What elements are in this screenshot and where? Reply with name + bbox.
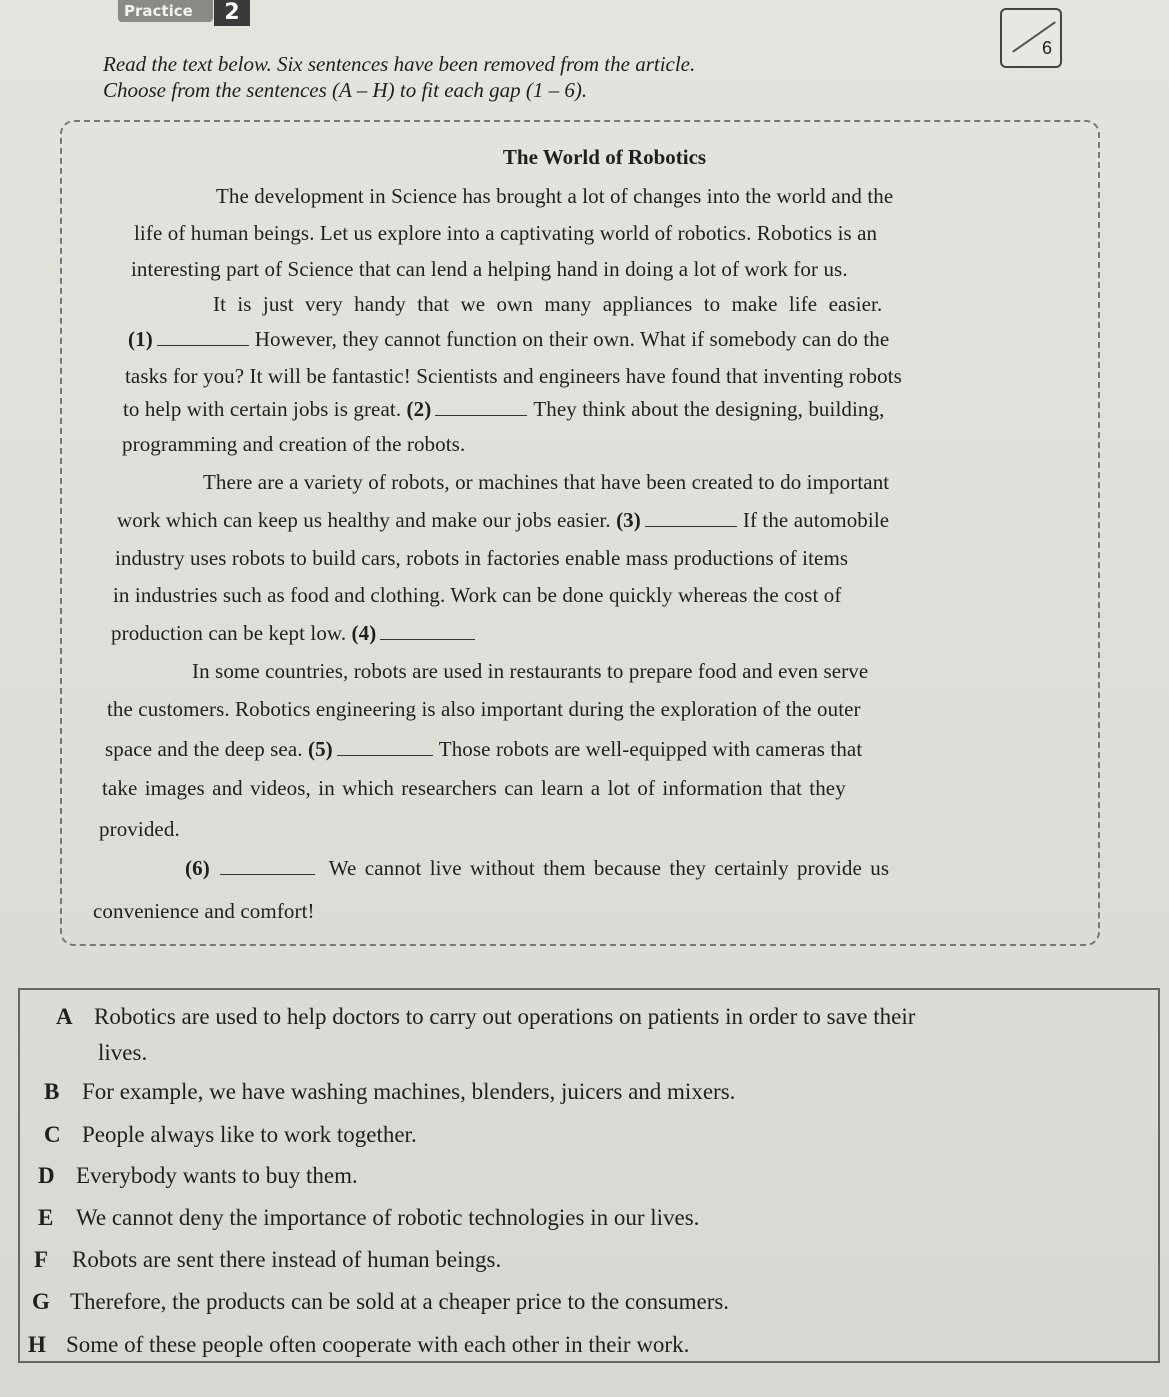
option-text: We cannot deny the importance of robotic technologies in our lives. xyxy=(76,1205,700,1230)
passage-fragment: work which can keep us healthy and make our jobs easier. xyxy=(117,508,611,532)
passage-line: life of human beings. Let us explore into a captivating world of robotics. Robotics is an xyxy=(134,221,878,245)
passage-line: tasks for you? It will be fantastic! Scientists and engineers have found that inventing robots xyxy=(125,364,902,388)
passage-fragment: We cannot live without them because they certainly provide us xyxy=(328,856,890,880)
gap-1-blank[interactable] xyxy=(157,344,249,346)
passage-fragment: Those robots are well-equipped with cameras that xyxy=(438,737,863,761)
gap-2-blank[interactable] xyxy=(435,414,527,416)
passage-line: provided. xyxy=(99,817,180,841)
passage-line xyxy=(128,327,889,352)
option-text: Therefore, the products can be sold at a cheaper price to the consumers. xyxy=(70,1289,730,1314)
option-letter: A xyxy=(56,1004,73,1029)
passage-line: convenience and comfort! xyxy=(93,899,315,923)
passage-fragment: They think about the designing, building, xyxy=(533,397,885,421)
passage-line: There are a variety of robots, or machines that have been created to do important xyxy=(203,470,890,494)
gap-1-label: (1) xyxy=(128,327,153,351)
passage-line xyxy=(117,508,889,533)
option-g xyxy=(32,1289,729,1315)
passage-line: In some countries, robots are used in restaurants to prepare food and even serve xyxy=(192,659,869,683)
option-text: For example, we have washing machines, blenders, juicers and mixers. xyxy=(82,1079,736,1104)
option-e xyxy=(38,1205,699,1231)
instruction-line-2: Choose from the sentences (A – H) to fit each gap (1 – 6). xyxy=(103,78,588,102)
passage-line: The development in Science has brought a lot of changes into the world and the xyxy=(216,184,894,208)
gap-2-label: (2) xyxy=(406,397,432,421)
passage-line: take images and videos, in which researchers can learn a lot of information that they xyxy=(102,776,846,800)
instruction-line-1: Read the text below. Six sentences have been removed from the article. xyxy=(103,52,696,76)
passage-fragment: However, they cannot function on their own. What if somebody can do the xyxy=(254,327,890,351)
gap-5-blank[interactable] xyxy=(337,754,433,756)
option-text: Some of these people often cooperate with each other in their work. xyxy=(66,1332,690,1357)
passage-fragment: If the automobile xyxy=(742,508,890,532)
option-h xyxy=(28,1332,689,1358)
gap-5-label: (5) xyxy=(307,737,333,761)
passage-fragment: space and the deep sea. xyxy=(105,737,303,761)
option-b xyxy=(44,1079,735,1105)
option-letter: E xyxy=(38,1205,54,1230)
gap-6-blank[interactable] xyxy=(220,873,315,875)
option-d xyxy=(38,1163,358,1189)
passage-fragment: to help with certain jobs is great. xyxy=(123,397,402,421)
passage-line: interesting part of Science that can lend a helping hand in doing a lot of work for us. xyxy=(131,257,848,281)
option-text: Everybody wants to buy them. xyxy=(76,1163,358,1188)
passage-title: The World of Robotics xyxy=(502,145,707,169)
passage-line xyxy=(123,397,885,422)
passage-line: the customers. Robotics engineering is also important during the exploration of the outer xyxy=(107,697,861,721)
practice-number: 2 xyxy=(214,0,250,26)
option-letter: D xyxy=(38,1163,55,1188)
option-text: Robots are sent there instead of human beings. xyxy=(72,1247,502,1272)
practice-badge: Practice xyxy=(118,0,213,22)
option-letter: B xyxy=(44,1079,60,1104)
passage-line: in industries such as food and clothing. Work can be done quickly whereas the cost of xyxy=(113,583,842,607)
option-f xyxy=(34,1247,501,1273)
score-total: 6 xyxy=(1041,38,1052,58)
passage-line xyxy=(111,621,481,646)
passage-line: It is just very handy that we own many appliances to make life easier. xyxy=(213,292,883,316)
option-a-continued: lives. xyxy=(98,1040,148,1065)
passage-fragment: production can be kept low. xyxy=(111,621,347,645)
option-letter: C xyxy=(44,1122,61,1147)
passage-line xyxy=(105,737,862,762)
gap-3-blank[interactable] xyxy=(645,525,737,527)
gap-6-label: (6) xyxy=(185,856,210,880)
passage-line: programming and creation of the robots. xyxy=(122,432,466,456)
passage-line: industry uses robots to build cars, robots in factories enable mass productions of items xyxy=(115,546,849,570)
gap-4-label: (4) xyxy=(351,621,377,645)
score-box xyxy=(1000,8,1062,68)
option-letter: H xyxy=(28,1332,46,1357)
option-c xyxy=(44,1122,417,1148)
option-letter: G xyxy=(32,1289,50,1314)
option-text: Robotics are used to help doctors to carry out operations on patients in order to save their xyxy=(94,1004,916,1029)
option-text: People always like to work together. xyxy=(82,1122,417,1147)
passage-line xyxy=(185,856,889,881)
gap-4-blank[interactable] xyxy=(380,638,475,640)
option-letter: F xyxy=(34,1247,49,1272)
gap-3-label: (3) xyxy=(616,508,641,532)
option-a xyxy=(56,1004,915,1030)
